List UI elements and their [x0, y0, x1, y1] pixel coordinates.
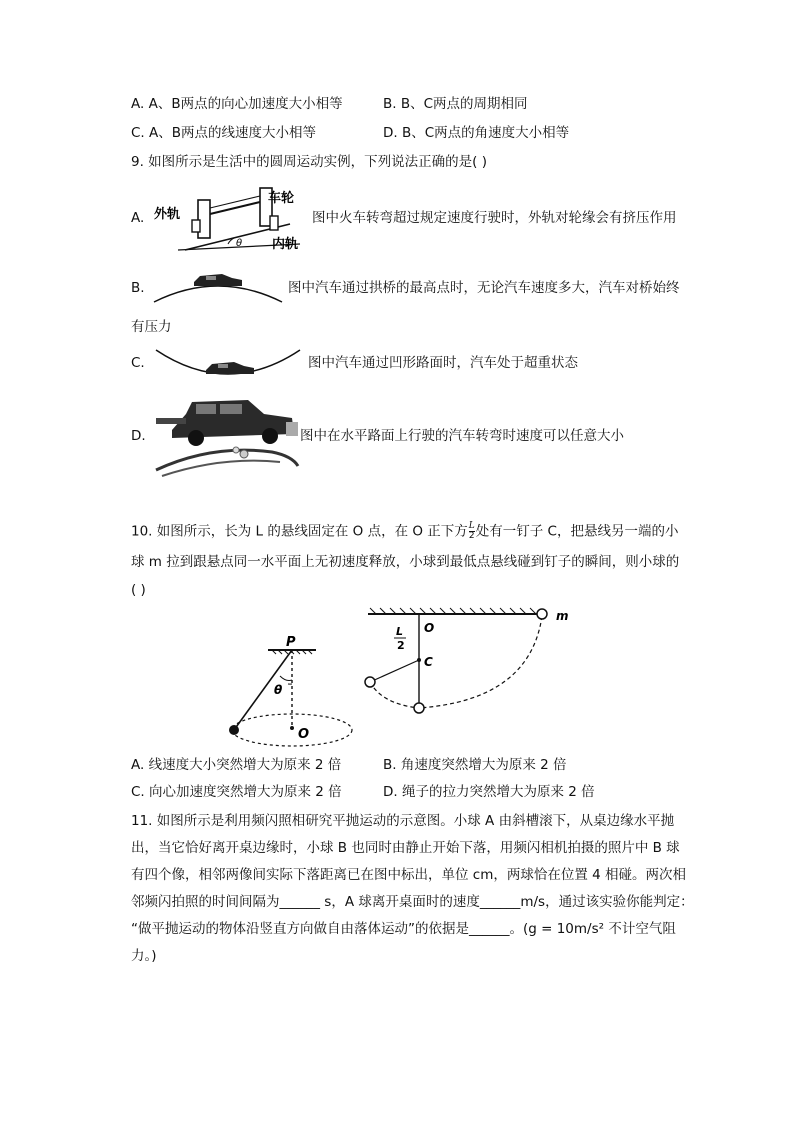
- angle-label: θ: [236, 238, 243, 249]
- q10-stem-line2: 球 m 拉到跟悬点同一水平面上无初速度释放，小球到最低点悬线碰到钉子的瞬间，则小球的: [131, 554, 680, 570]
- arch-bridge-figure: [150, 266, 286, 306]
- q9-option-c-label: C.: [131, 355, 145, 371]
- turning-car-figure: [152, 392, 300, 478]
- q9-option-a-text: 图中火车转弯超过规定速度行驶时，外轨对轮缘会有挤压作用: [312, 210, 677, 226]
- conical-pendulum-figure: [222, 632, 362, 750]
- q9-stem: 9. 如图所示是生活中的圆周运动实例，下列说法正确的是( ): [131, 154, 487, 170]
- q11-line6: 力。): [131, 948, 157, 964]
- label-2: 2: [397, 639, 405, 652]
- outer-rail: [192, 220, 200, 232]
- concave-road-figure: [150, 344, 306, 384]
- wheel-icon: [262, 428, 278, 444]
- wheel-label: 车轮: [268, 191, 295, 206]
- q9-option-b-text-cont: 有压力: [131, 319, 172, 335]
- point-p-label: P: [286, 635, 296, 650]
- q10-option-a: A. 线速度大小突然增大为原来 2 倍: [131, 757, 342, 773]
- q8-option-a: A. A、B两点的向心加速度大小相等: [131, 96, 343, 112]
- theta-label: θ: [274, 683, 283, 697]
- label-m: m: [556, 609, 569, 623]
- arch-bridge: [154, 286, 282, 302]
- q11-line5: “做平抛运动的物体沿竖直方向做自由落体运动”的依据是______。(g = 10m/s² 不计空气阻: [131, 921, 676, 937]
- label-c: C: [424, 655, 433, 669]
- q8-option-d: D. B、C两点的角速度大小相等: [383, 125, 570, 141]
- q9-option-c-text: 图中汽车通过凹形路面时，汽车处于超重状态: [308, 355, 578, 371]
- nail-c: [417, 658, 421, 662]
- point-o-label: O: [298, 727, 310, 742]
- short-string: [370, 660, 419, 682]
- q10-option-b: B. 角速度突然增大为原来 2 倍: [383, 757, 567, 773]
- ball-bottom: [414, 703, 424, 713]
- q9-option-d-label: D.: [131, 428, 146, 444]
- axle: [210, 202, 260, 214]
- label-l: L: [396, 625, 404, 638]
- car-icon: [206, 362, 254, 374]
- q10-stem-line1: 10. 如图所示，长为 L 的悬线固定在 O 点，在 O 正下方 $\frac{L}{2}$ 处有一钉子 C，把悬线另一端的小: [131, 521, 679, 541]
- q9-option-b-text: 图中汽车通过拱桥的最高点时，无论汽车速度多大，汽车对桥始终: [288, 280, 680, 296]
- ball-start: [537, 609, 547, 619]
- pendulum-bob: [229, 725, 239, 735]
- q10-option-c: C. 向心加速度突然增大为原来 2 倍: [131, 784, 342, 800]
- swing-path: [419, 616, 542, 708]
- tire-track: [156, 450, 298, 470]
- q8-option-b: B. B、C两点的周期相同: [383, 96, 528, 112]
- q10-option-d: D. 绳子的拉力突然增大为原来 2 倍: [383, 784, 595, 800]
- inner-rail-label: 内轨: [272, 237, 299, 252]
- q9-option-b-label: B.: [131, 280, 145, 296]
- q11-line3: 有四个像，相邻两像间实际下落距离已在图中标出，单位 cm，两球恰在位置 4 相碰。两次相: [131, 867, 687, 883]
- q11-line4: 邻频闪拍照的时间间隔为______ s，A 球离开桌面时的速度______m/s，通过该实验你能判定：: [131, 894, 694, 910]
- pendulum-nail-figure: [360, 604, 576, 718]
- ball-left: [365, 677, 375, 687]
- q11-line2: 出，当它恰好离开桌边缘时，小球 B 也同时由静止开始下落，用频闪相机拍摄的照片中 B 球: [131, 840, 680, 856]
- label-o: O: [424, 621, 435, 635]
- car-icon: [194, 274, 242, 286]
- q10-stem-line3: ( ): [131, 582, 146, 598]
- inner-rail: [270, 216, 278, 230]
- q9-option-d-text: 图中在水平路面上行驶的汽车转弯时速度可以任意大小: [300, 428, 624, 444]
- outer-rail-label: 外轨: [154, 207, 181, 222]
- pendulum-string: [234, 650, 292, 730]
- q8-option-c: C. A、B两点的线速度大小相等: [131, 125, 317, 141]
- wheel-icon: [188, 430, 204, 446]
- train-rail-figure: [150, 178, 310, 258]
- q11-line1: 11. 如图所示是利用频闪照相研究平抛运动的示意图。小球 A 由斜槽滚下，从桌边缘水平抛: [131, 813, 675, 829]
- q9-option-a-label: A.: [131, 210, 145, 226]
- fraction-l-over-2: $\frac{L}{2}$: [468, 521, 475, 541]
